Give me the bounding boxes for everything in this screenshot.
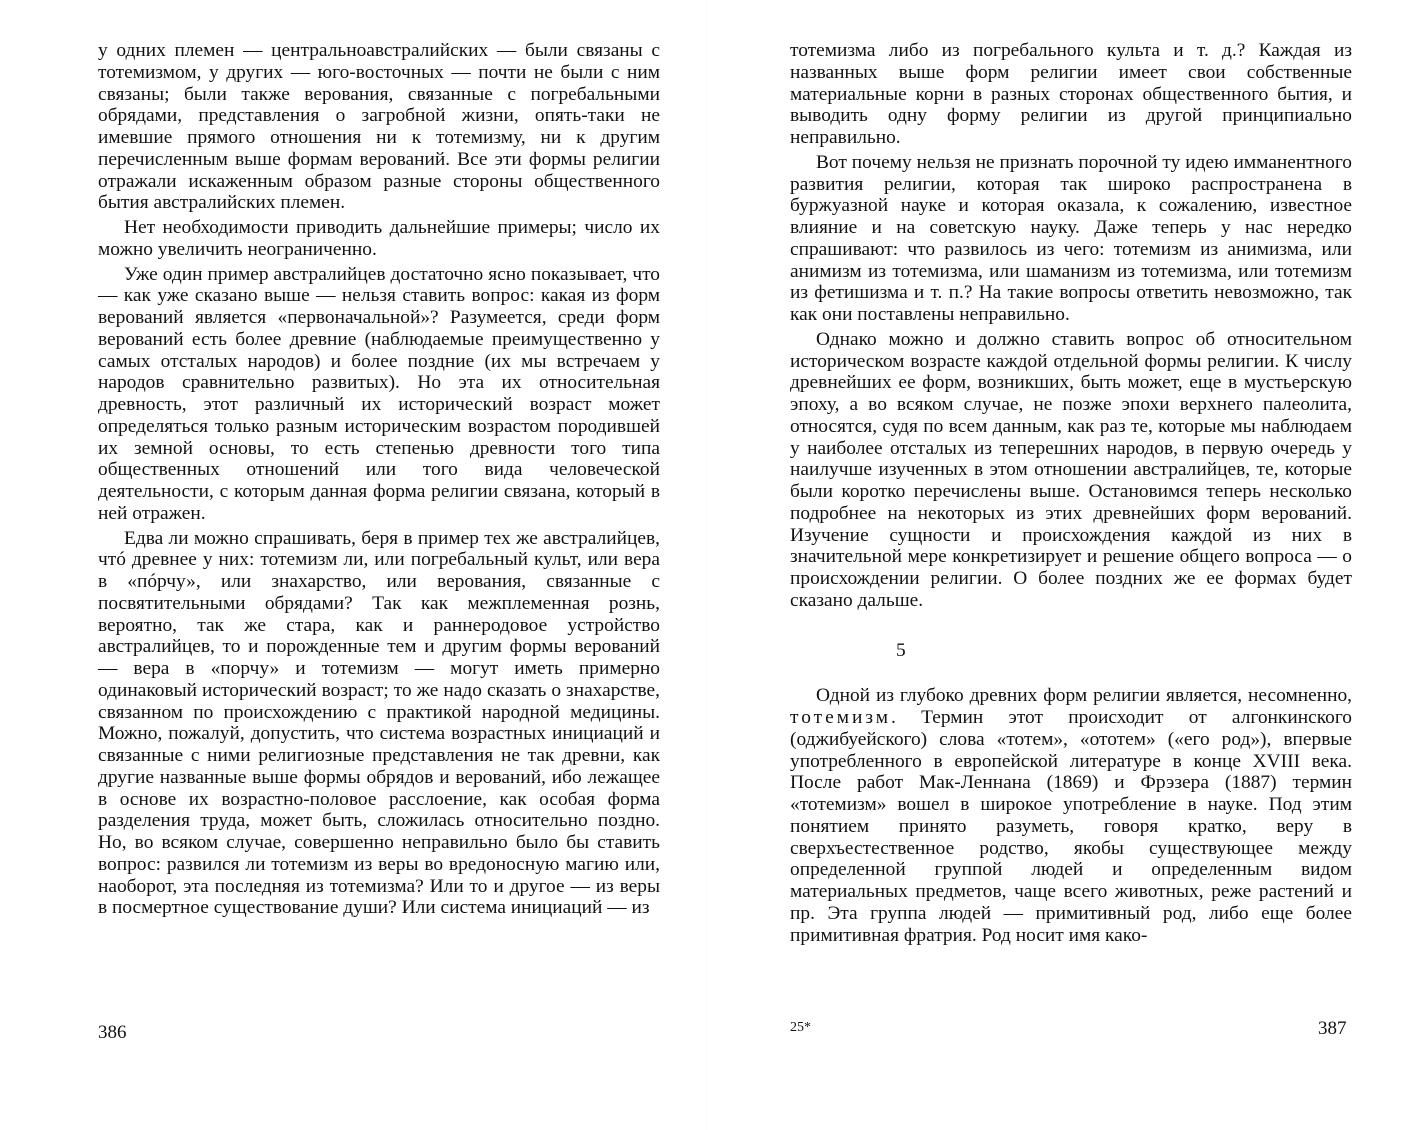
signature-mark: 25*: [790, 1020, 811, 1035]
paragraph-text: . Термин этот происходит от алгонкинского (оджибуейского) слова «тотем», «ототем» («его род»), впервые употребленного в европейской литературе в конце XVIII века. После работ Мак-Леннана (1869) и Фрэзера (1887) термин «тотемизм» вошел в широкое употребление в науке. Под этим понятием принято разуметь, говоря кратко, веру в сверхъестественное родство, якобы существующее между определенной группой людей и определенным видом материальных предметов, чаще всего животных, реже растений и пр. Эта группа людей — примитивный род, либо еще более примитивная фратрия. Род носит имя како-: [790, 707, 1352, 946]
right-page-text: [790, 40, 1352, 946]
left-page-text: [98, 40, 660, 919]
emphasized-term: тотемизм: [790, 707, 892, 728]
paragraph-text: Одной из глубоко древних форм религии является, несомненно,: [816, 685, 1352, 707]
page-fold: [706, 0, 707, 1130]
paragraph: Однако можно и должно ставить вопрос об относительном историческом возрасте каждой отдельной формы религии. К числу древнейших ее форм, возникших, быть может, еще в мустьерскую эпоху, а во всяком случае, не позже эпохи верхнего палеолита, относятся, судя по всем данным, как раз те, которые мы наблюдаем у наиболее отсталых из теперешних народов, в первую очередь у наилучше изученных в этом отношении австралийцев, те, которые были коротко перечислены выше. Остановимся теперь несколько подробнее на некоторых из этих древнейших форм верований. Изучение сущности и происхождения каждой из них в значительной мере конкретизирует и решение общего вопроса — о происхождении религии. О более поздних же ее формах будет сказано дальше.: [790, 328, 1352, 611]
paragraph: Уже один пример австралийцев достаточно ясно показывает, что — как уже сказано выше — нельзя ставить вопрос: какая из форм верований является «первоначальной»? Разумеется, среди форм верований есть более древние (наблюдаемые преимущественно у самых отсталых народов) и более поздние (их мы встречаем у народов сравнительно развитых). Но эта их относительная древность, этот различный их исторический возраст может определяться только разным историческим возрастом породившей их земной основы, то есть степенью древности того типа общественных отношений или того вида человеческой деятельности, с которым данная форма религии связана, который в ней отражен.: [98, 263, 660, 524]
paragraph: Нет необходимости приводить дальнейшие примеры; число их можно увеличить неограниченно.: [98, 217, 660, 260]
right-page: [790, 40, 1352, 946]
paragraph: у одних племен — центральноавстралийских — были связаны с тотемизмом, у других — юго-восточных — почти не были с ним связаны; были также верования, связанные с погребальными обрядами, представления о загробной жизни, опять-таки не имевшие прямого отношения ни к тотемизму, ни к другим перечисленным выше формам верований. Все эти формы религии отражали искаженным образом разные стороны общественного бытия австралийских племен.: [98, 40, 660, 214]
paragraph: [790, 685, 1352, 946]
paragraph: Вот почему нельзя не признать порочной ту идею имманентного развития религии, которая так широко распространена в буржуазной науке и которая оказала, к сожалению, известное влияние и на советскую науку. Даже теперь у нас нередко спрашивают: что развилось из чего: тотемизм из анимизма, или анимизм из тотемизма, или шаманизм из тотемизма, или тотемизм из фетишизма и т. п.? На такие вопросы ответить невозможно, так как они поставлены неправильно.: [790, 151, 1352, 325]
page-number-right: 387: [1318, 1018, 1347, 1039]
page-number-left: 386: [98, 1022, 127, 1043]
paragraph: тотемизма либо из погребального культа и т. д.? Каждая из названных выше форм религии имеет свои собственные материальные корни в разных сторонах общественного бытия, и выводить одну форму религии из другой принципиально неправильно.: [790, 40, 1352, 148]
left-page: [98, 40, 660, 919]
section-number: 5: [896, 639, 906, 661]
paragraph: Едва ли можно спрашивать, беря в пример тех же австралийцев, чтó древнее у них: тотемизм ли, или погребальный культ, или вера в «пóрчу», или знахарство, или верования, связанные с посвятительными обрядами? Так как межплеменная рознь, вероятно, так же стара, как и раннеродовое устройство австралийцев, то и порожденные тем и другим формы верований — вера в «порчу» и тотемизм — могут иметь примерно одинаковый исторический возраст; то же надо сказать о знахарстве, связанном по происхождению с практикой народной медицины. Можно, пожалуй, допустить, что система возрастных инициаций и связанные с ними религиозные представления не так древни, как другие названные выше формы обрядов и верований, ибо лежащее в основе их возрастно-половое расслоение, как особая форма разделения труда, может быть, сложилась относительно поздно. Но, во всяком случае, совершенно неправильно было бы ставить вопрос: развился ли тотемизм из веры во вредоносную магию или, наоборот, эта последняя из тотемизма? Или то и другое — из веры в посмертное существование души? Или система инициаций — из: [98, 527, 660, 919]
